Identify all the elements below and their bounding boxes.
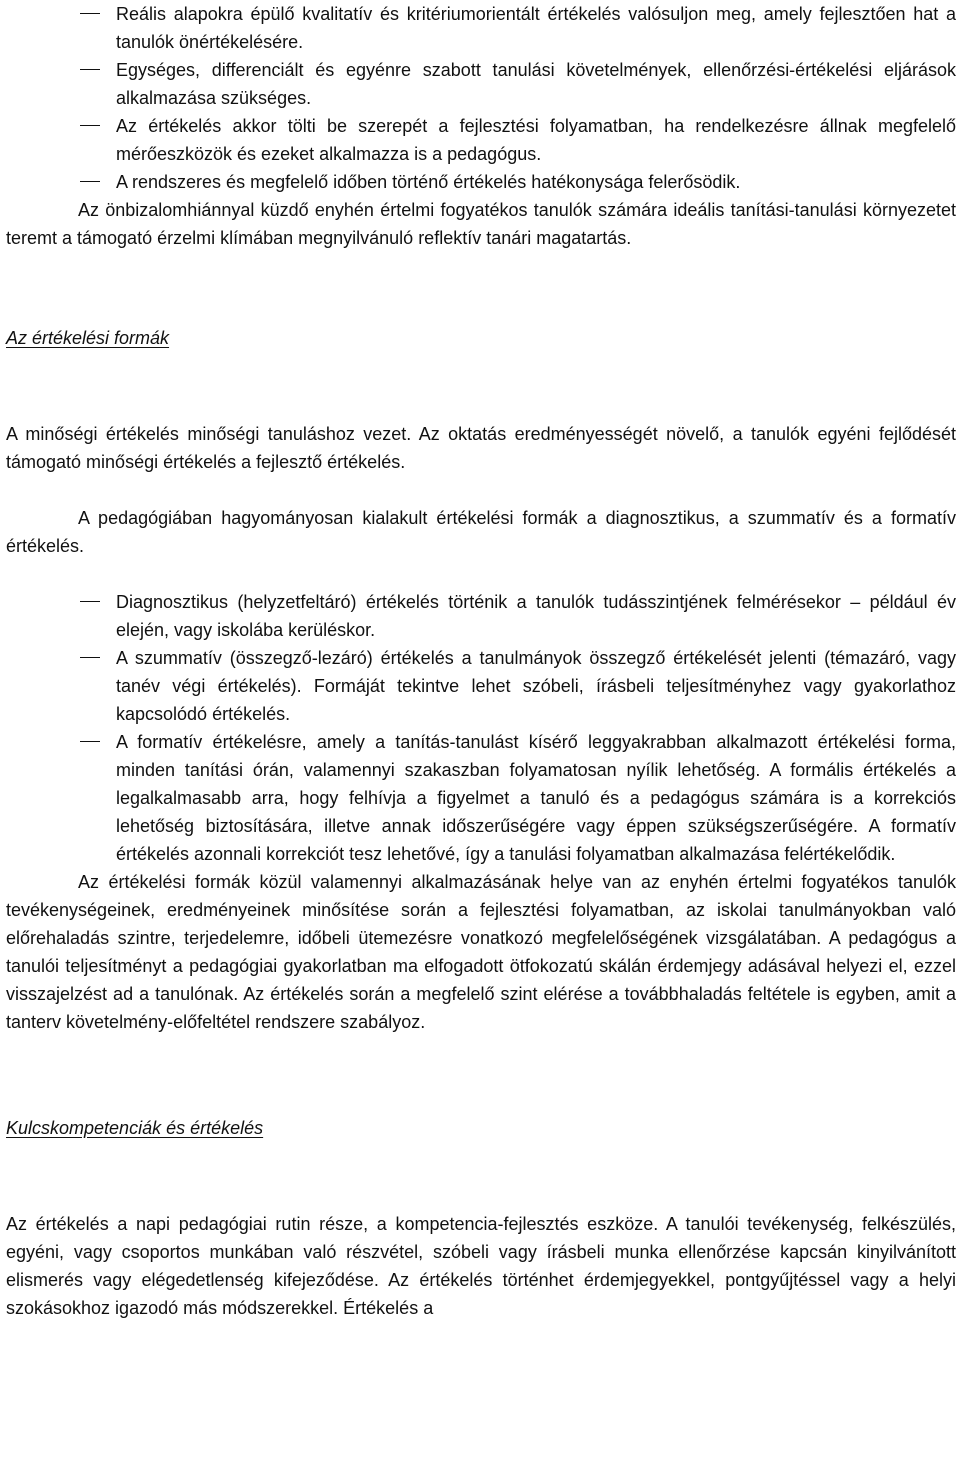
document-page (6, 0, 956, 1322)
list-item (6, 56, 956, 112)
list-item-text: Az értékelés akkor tölti be szerepét a fejlesztési folyamatban, ha rendelkezésre állnak megfelelő mérőeszközök és ezeket alkalmazza is a pedagógus. (116, 116, 956, 164)
assessment-forms-paragraph: A pedagógiában hagyományosan kialakult értékelési formák a diagnosztikus, a szummatív és a formatív értékelés. (6, 508, 956, 556)
list-item-text: Reális alapokra épülő kvalitatív és kritériumorientált értékelés valósuljon meg, amely fejlesztően hat a tanulók önértékelésére. (116, 4, 956, 52)
list-item-text: A formatív értékelésre, amely a tanítás-tanulást kísérő leggyakrabban alkalmazott értékelési forma, minden tanítási órán, valamennyi szakaszban folyamatosan nyílik lehetőség. A formális értékelés a legalkalmasabb arra, hogy felhívja a figyelmet a tanuló és a pedagógus számára is a korrekciós lehetőség biztosítására, illetve annak időszerűségére vagy éppen szükségszerűségére. A formatív értékelés azonnali korrekciót tesz lehetővé, így a tanulási folyamatban alkalmazása felértékelődik. (116, 732, 956, 864)
top-dash-list (6, 0, 956, 196)
list-item (6, 168, 956, 196)
assessment-forms-list (6, 588, 956, 868)
quality-assessment-paragraph: A minőségi értékelés minőségi tanuláshoz vezet. Az oktatás eredményességét növelő, a tanulók egyéni fejlődését támogató minőségi értékelés a fejlesztő értékelés. (6, 424, 956, 472)
list-item-text: A szummatív (összegző-lezáró) értékelés a tanulmányok összegző értékelését jelenti (témazáró, vagy tanév végi értékelés). Formáját tekintve lehet szóbeli, írásbeli teljesítményhez vagy gyakorlathoz kapcsolódó értékelés. (116, 648, 956, 724)
section-heading-key-competences: Kulcskompetenciák és értékelés (6, 1118, 264, 1138)
list-item (6, 728, 956, 868)
intro-paragraph: Az önbizalomhiánnyal küzdő enyhén értelmi fogyatékos tanulók számára ideális tanítási-tanulási környezetet teremt a támogató érzelmi klímában megnyilvánuló reflektív tanári magatartás. (6, 200, 956, 248)
forms-usage-paragraph: Az értékelési formák közül valamennyi alkalmazásának helye van az enyhén értelmi fogyatékos tanulók tevékenységeinek, eredményeinek minősítése során a fejlesztési folyamatban, az iskolai tanulmányokban való előrehaladás szintre, terjedelemre, időbeli ütemezésre vonatkozó megfelelőségének vizsgálatában. A pedagógus a tanulói teljesítményt a pedagógiai gyakorlatban ma elfogadott ötfokozatú skálán érdemjegy adásával helyezi el, ezzel visszajelzést ad a tanulónak. Az értékelés során a megfelelő szint elérése a továbbhaladás feltétele is egyben, amit a tanterv követelmény-előfeltétel rendszere szabályoz. (6, 872, 956, 1032)
daily-routine-paragraph: Az értékelés a napi pedagógiai rutin része, a kompetencia-fejlesztés eszköze. A tanulói tevékenység, felkészülés, egyéni, vagy csoportos munkában való részvétel, szóbeli vagy írásbeli munka ellenőrzése kapcsán kinyilvánított elismerés vagy elégedetlenség kifejeződése. Az értékelés történhet érdemjegyekkel, pontgyűjtéssel vagy a helyi szokásokhoz igazodó más módszerekkel. Értékelés a (6, 1214, 956, 1318)
section-heading-assessment-forms: Az értékelési formák (6, 328, 170, 348)
list-item (6, 588, 956, 644)
list-item (6, 112, 956, 168)
list-item-text: A rendszeres és megfelelő időben történő értékelés hatékonysága felerősödik. (116, 172, 741, 192)
list-item-text: Diagnosztikus (helyzetfeltáró) értékelés történik a tanulók tudásszintjének felmérésekor – például év elején, vagy iskolába kerüléskor. (116, 592, 956, 640)
list-item-text: Egységes, differenciált és egyénre szabott tanulási követelmények, ellenőrzési-értékelési eljárások alkalmazása szükséges. (116, 60, 956, 108)
list-item (6, 644, 956, 728)
list-item (6, 0, 956, 56)
